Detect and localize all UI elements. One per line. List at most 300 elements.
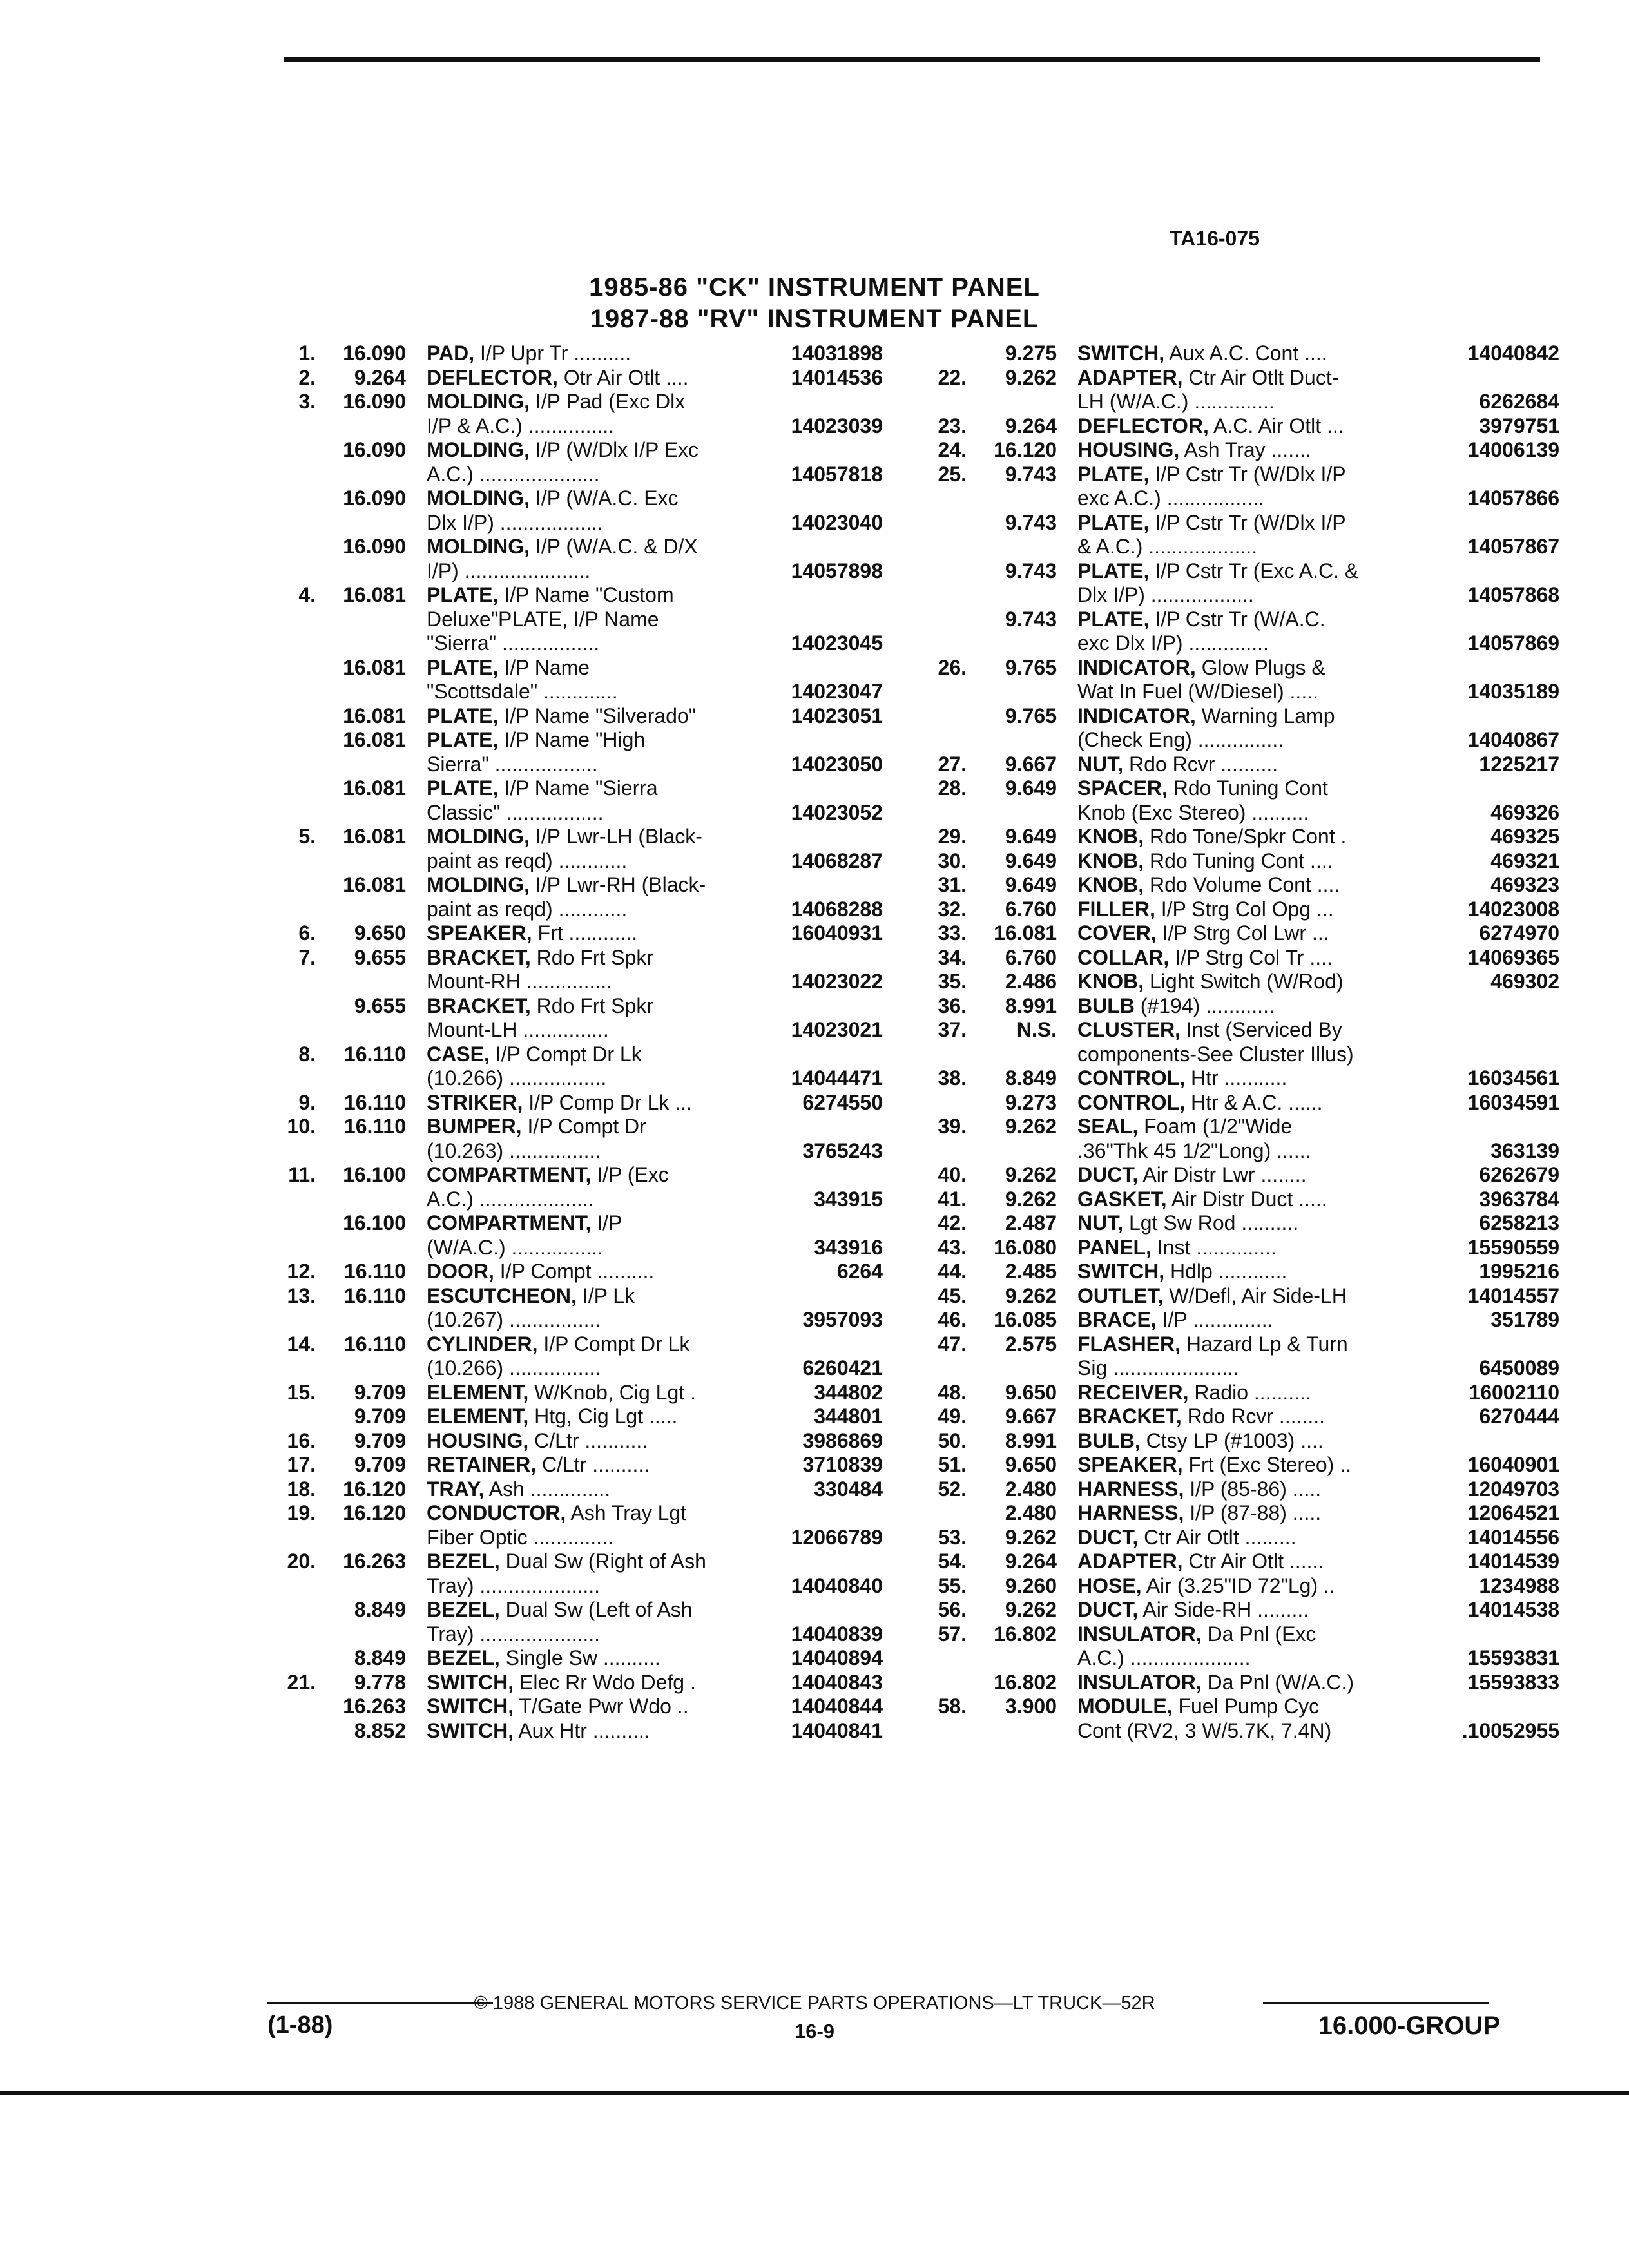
group-number	[316, 1574, 427, 1599]
part-number	[878, 438, 883, 463]
part-description	[1077, 1719, 1457, 1744]
part-description	[427, 631, 786, 656]
part-name: DUCT,	[1077, 1163, 1139, 1186]
part-number: 14057868	[1467, 583, 1559, 606]
group-number	[316, 608, 427, 632]
part-detail: (10.266) ................	[427, 1356, 601, 1379]
part-detail: paint as reqd) ............	[427, 849, 628, 872]
part-detail: Htr ...........	[1190, 1066, 1287, 1090]
part-number: 14044471	[791, 1066, 883, 1090]
part-number	[1554, 559, 1559, 584]
part-description	[1077, 1139, 1485, 1164]
part-description	[427, 898, 786, 922]
item-number: 18.	[287, 1477, 316, 1501]
group-number	[316, 1622, 427, 1647]
part-number: 3979751	[1479, 414, 1559, 437]
item-number	[264, 486, 316, 511]
item-number	[915, 1501, 967, 1526]
part-detail: A.C. Air Otlt ...	[1213, 414, 1344, 437]
parts-row	[264, 390, 883, 414]
part-description	[427, 1381, 809, 1405]
part-name: NUT,	[1077, 752, 1124, 776]
part-name: CONDUCTOR,	[427, 1501, 566, 1524]
part-number: 6274550	[802, 1090, 883, 1114]
part-detail: Rdo Frt Spkr	[536, 994, 654, 1017]
part-name: HARNESS,	[1077, 1477, 1184, 1501]
part-description	[427, 1187, 809, 1212]
footer-group: 16.000-GROUP	[1318, 2012, 1500, 2040]
part-detail: Ash Tray Lgt	[570, 1501, 687, 1524]
part-detail: I/P Lwr-LH (Black-	[535, 825, 702, 848]
group-number: 9.743	[1005, 510, 1057, 534]
part-detail: Aux A.C. Cont ....	[1169, 341, 1327, 365]
parts-row	[264, 1308, 883, 1332]
part-description	[1077, 1260, 1474, 1284]
item-number: 50.	[938, 1428, 967, 1452]
item-number: 46.	[938, 1308, 967, 1331]
part-name: KNOB,	[1077, 849, 1144, 872]
doc-code: TA16-075	[1170, 227, 1260, 250]
part-description	[1077, 1453, 1463, 1477]
group-number	[316, 414, 427, 439]
part-detail: I/P Strg Col Tr ....	[1175, 945, 1333, 969]
group-number: 16.090	[343, 486, 406, 510]
part-detail: A.C.) .....................	[427, 462, 600, 486]
item-number	[264, 849, 316, 874]
parts-row	[915, 631, 1559, 656]
group-number: 16.120	[343, 1501, 406, 1524]
part-detail: I/P (Exc	[597, 1163, 669, 1186]
part-name: NUT,	[1077, 1211, 1124, 1235]
part-description	[1077, 1043, 1554, 1067]
part-detail: C/Ltr ...........	[534, 1428, 648, 1452]
part-name: HOSE,	[1077, 1573, 1142, 1597]
parts-row	[915, 1719, 1559, 1744]
item-number: 37.	[938, 1018, 967, 1041]
part-description	[1077, 1284, 1463, 1309]
part-number	[1554, 656, 1559, 680]
part-name: CYLINDER,	[427, 1332, 538, 1356]
part-number: 14023022	[791, 970, 883, 993]
group-number	[316, 1187, 427, 1212]
part-description	[1077, 849, 1485, 874]
part-detail: Mount-RH ...............	[427, 970, 613, 993]
part-detail: Inst ..............	[1157, 1235, 1277, 1259]
part-detail: (#194) ............	[1140, 994, 1275, 1017]
part-detail: Foam (1/2"Wide	[1144, 1115, 1293, 1138]
part-name: ESCUTCHEON,	[427, 1283, 577, 1307]
part-number: 6450089	[1479, 1356, 1559, 1379]
item-number	[264, 898, 316, 922]
part-name: MOLDING,	[427, 873, 530, 896]
part-name: RECEIVER,	[1077, 1380, 1189, 1404]
part-number: 351789	[1490, 1308, 1559, 1331]
item-number: 29.	[938, 825, 967, 848]
item-number	[915, 583, 967, 608]
part-number: 6264	[836, 1260, 883, 1283]
group-number: 6.760	[1005, 897, 1057, 921]
part-description	[427, 1308, 797, 1332]
part-number	[878, 1550, 883, 1574]
item-number	[264, 608, 316, 632]
part-detail: "Sierra" .................	[427, 631, 600, 655]
part-number: 16040901	[1467, 1453, 1559, 1476]
part-detail: I/P	[597, 1211, 622, 1235]
parts-row	[264, 921, 883, 946]
part-detail: Lgt Sw Rod ..........	[1129, 1211, 1299, 1235]
parts-row	[915, 414, 1559, 439]
item-number: 56.	[938, 1598, 967, 1621]
item-number	[915, 486, 967, 511]
part-name: SPEAKER,	[427, 921, 532, 945]
part-detail: Rdo Rcvr ..........	[1129, 752, 1278, 776]
parts-row	[915, 463, 1559, 487]
item-number: 35.	[938, 970, 967, 993]
parts-row	[915, 1598, 1559, 1622]
part-number	[1554, 776, 1559, 801]
group-number: 16.110	[343, 1042, 406, 1066]
part-description	[427, 728, 878, 753]
part-detail: I/P Cstr Tr (W/Dlx I/P	[1155, 462, 1346, 486]
parts-row	[264, 898, 883, 922]
item-number: 24.	[938, 438, 967, 461]
part-number: 16040931	[791, 921, 883, 945]
item-number: 8.	[298, 1042, 316, 1066]
part-detail: "Scottsdale" .............	[427, 680, 618, 703]
part-number: 14035189	[1467, 680, 1559, 703]
part-number: 14023039	[791, 414, 883, 437]
item-number	[264, 1598, 316, 1622]
part-description	[1077, 390, 1474, 414]
parts-row	[915, 1187, 1559, 1212]
part-detail: Tray) .....................	[427, 1622, 601, 1646]
item-number	[264, 414, 316, 439]
part-name: KNOB,	[1077, 970, 1144, 993]
part-name: BUMPER,	[427, 1115, 522, 1138]
group-number	[316, 753, 427, 777]
part-detail: Dual Sw (Left of Ash	[505, 1598, 693, 1621]
part-number: 344801	[814, 1405, 883, 1428]
group-number: 16.110	[343, 1283, 406, 1307]
item-number	[915, 1671, 967, 1695]
parts-row	[915, 776, 1559, 801]
parts-row	[264, 753, 883, 777]
part-detail: Dlx I/P) ..................	[427, 510, 603, 534]
group-number	[316, 849, 427, 874]
part-description	[1077, 801, 1485, 825]
part-name: FILLER,	[1077, 897, 1155, 921]
group-number	[967, 583, 1077, 608]
item-number: 27.	[938, 752, 967, 776]
group-number: 9.667	[1005, 1405, 1057, 1428]
parts-row	[915, 921, 1559, 946]
group-number	[316, 970, 427, 994]
part-description	[1077, 463, 1554, 487]
part-number: 14023021	[791, 1018, 883, 1041]
parts-row	[264, 463, 883, 487]
part-description	[427, 1163, 878, 1187]
part-description	[1077, 608, 1554, 632]
item-number: 6.	[298, 921, 316, 945]
parts-row	[264, 1356, 883, 1381]
part-name: COLLAR,	[1077, 945, 1170, 969]
part-description	[427, 1284, 878, 1309]
part-detail: Warning Lamp	[1201, 704, 1335, 727]
item-number	[264, 631, 316, 656]
parts-row	[915, 1501, 1559, 1526]
part-description	[427, 1598, 878, 1622]
part-description	[427, 1356, 797, 1381]
item-number: 53.	[938, 1525, 967, 1549]
item-number: 51.	[938, 1453, 967, 1476]
part-name: MODULE,	[1077, 1695, 1173, 1718]
part-description	[427, 921, 786, 946]
part-name: PLATE,	[427, 776, 499, 800]
group-number: 2.487	[1005, 1211, 1057, 1235]
part-name: COVER,	[1077, 921, 1157, 945]
part-description	[427, 1236, 809, 1260]
item-number	[915, 1091, 967, 1115]
part-description	[427, 753, 786, 777]
item-number	[915, 728, 967, 753]
part-number: 1225217	[1479, 752, 1559, 776]
part-description	[1077, 1356, 1474, 1381]
part-number: 12066789	[791, 1525, 883, 1549]
item-number: 11.	[288, 1163, 316, 1186]
part-number: 15593831	[1467, 1646, 1559, 1669]
item-number	[915, 801, 967, 825]
parts-row	[264, 366, 883, 390]
part-description	[427, 1115, 878, 1139]
item-number: 17.	[287, 1453, 316, 1476]
part-detail: I/P Name "Sierra	[504, 776, 658, 800]
item-number	[264, 1139, 316, 1164]
part-number	[1554, 608, 1559, 632]
group-number	[967, 1043, 1077, 1067]
item-number	[264, 994, 316, 1019]
part-name: BEZEL,	[427, 1550, 500, 1573]
part-name: BULB	[1077, 994, 1135, 1017]
item-number: 38.	[938, 1066, 967, 1090]
group-number: 16.090	[343, 341, 406, 365]
part-number: 14040842	[1467, 341, 1559, 365]
group-number	[316, 1018, 427, 1043]
part-name: COMPARTMENT,	[427, 1163, 592, 1186]
part-name: SEAL,	[1077, 1115, 1139, 1138]
parts-row	[915, 511, 1559, 535]
part-detail: Classic" .................	[427, 800, 604, 824]
part-number	[878, 946, 883, 970]
page-title-line1: 1985-86 "CK" INSTRUMENT PANEL	[589, 273, 1040, 302]
part-detail: Ctr Air Otlt .........	[1144, 1525, 1296, 1549]
group-number	[967, 1646, 1077, 1671]
parts-row	[915, 1429, 1559, 1454]
part-detail: Frt (Exc Stereo) ..	[1188, 1453, 1351, 1476]
part-detail: Fiber Optic ..............	[427, 1525, 613, 1549]
item-number: 33.	[938, 921, 967, 945]
part-number	[1554, 994, 1559, 1019]
parts-row	[264, 776, 883, 801]
group-number	[316, 1526, 427, 1550]
group-number: 8.852	[354, 1718, 406, 1742]
part-detail: Ctr Air Otlt Duct-	[1188, 365, 1339, 389]
part-detail: I/P Lk	[582, 1283, 635, 1307]
part-number: 14040867	[1467, 728, 1559, 751]
part-name: PLATE,	[427, 583, 499, 606]
page-title-line2: 1987-88 "RV" INSTRUMENT PANEL	[590, 305, 1039, 333]
part-name: BRACKET,	[1077, 1405, 1182, 1428]
parts-row	[915, 801, 1559, 825]
item-number: 52.	[938, 1477, 967, 1501]
group-number: 16.081	[343, 873, 406, 896]
part-detail: A.C.) .....................	[1077, 1646, 1251, 1669]
parts-row	[915, 994, 1559, 1019]
part-description	[1077, 631, 1463, 656]
item-number	[915, 511, 967, 535]
part-name: PLATE,	[1077, 510, 1150, 534]
parts-row	[915, 583, 1559, 608]
item-number	[915, 1356, 967, 1381]
item-number: 3.	[298, 390, 316, 413]
part-detail: Da Pnl (Exc	[1207, 1622, 1316, 1646]
part-number: 3963784	[1479, 1187, 1559, 1211]
parts-row	[915, 1550, 1559, 1574]
item-number	[264, 1719, 316, 1744]
group-number: 9.743	[1005, 462, 1057, 486]
group-number: 2.575	[1005, 1332, 1057, 1356]
part-description	[427, 463, 786, 487]
item-number: 16.	[287, 1428, 316, 1452]
parts-row	[915, 873, 1559, 898]
item-number	[264, 704, 316, 729]
part-detail: Rdo Tone/Spkr Cont .	[1150, 825, 1347, 848]
part-number	[878, 656, 883, 680]
part-number: 12064521	[1467, 1501, 1559, 1524]
group-number: 9.264	[354, 365, 406, 389]
parts-row	[264, 656, 883, 680]
part-number: 14057869	[1467, 631, 1559, 655]
parts-row	[915, 1332, 1559, 1357]
part-name: PANEL,	[1077, 1235, 1152, 1259]
item-number	[264, 680, 316, 704]
part-number: 363139	[1490, 1139, 1559, 1162]
item-number	[915, 1139, 967, 1164]
part-detail: Htr & A.C. ......	[1190, 1090, 1323, 1114]
part-detail: exc A.C.) .................	[1077, 486, 1264, 510]
part-detail: I/P Cstr Tr (W/A.C.	[1155, 607, 1325, 631]
item-number: 57.	[938, 1622, 967, 1646]
parts-row	[915, 1043, 1559, 1067]
part-number: 14069365	[1467, 945, 1559, 969]
part-detail: Wat In Fuel (W/Diesel) .....	[1077, 680, 1318, 703]
group-number: 9.765	[1005, 704, 1057, 727]
group-number: 9.655	[354, 945, 406, 969]
part-number	[878, 390, 883, 414]
group-number	[316, 1066, 427, 1091]
parts-row	[915, 1308, 1559, 1332]
part-description	[427, 366, 786, 390]
part-detail: Mount-LH ...............	[427, 1018, 609, 1041]
part-detail: Hazard Lp & Turn	[1186, 1332, 1348, 1356]
part-detail: I/P Name "High	[504, 728, 646, 751]
item-number	[264, 1405, 316, 1429]
part-detail: I/P Cstr Tr (W/Dlx I/P	[1155, 510, 1346, 534]
part-name: MOLDING,	[427, 535, 530, 558]
part-description	[1077, 753, 1474, 777]
part-detail: I/P Name "Silverado"	[504, 704, 697, 727]
parts-row	[264, 1574, 883, 1599]
part-detail: I/P & A.C.) ...............	[427, 414, 615, 437]
item-number	[915, 1043, 967, 1067]
part-number	[878, 1115, 883, 1139]
part-name: TRAY,	[427, 1477, 485, 1501]
parts-row	[915, 1284, 1559, 1309]
part-detail: LH (W/A.C.) ..............	[1077, 390, 1275, 413]
part-description	[1077, 1501, 1463, 1526]
part-description	[1077, 1598, 1463, 1622]
item-number	[264, 1622, 316, 1647]
part-number: 6262679	[1479, 1163, 1559, 1186]
item-number	[264, 559, 316, 584]
item-number: 47.	[938, 1332, 967, 1356]
parts-row	[915, 1574, 1559, 1599]
part-name: DEFLECTOR,	[1077, 414, 1209, 437]
item-number	[915, 680, 967, 704]
group-number: 9.709	[354, 1453, 406, 1476]
item-number: 14.	[287, 1332, 316, 1356]
parts-row	[264, 608, 883, 632]
part-description	[427, 1066, 786, 1091]
part-detail: Rdo Rcvr ........	[1187, 1405, 1325, 1428]
part-number: 14023052	[791, 800, 883, 824]
part-description	[427, 1671, 786, 1695]
item-number	[264, 776, 316, 801]
top-rule	[284, 57, 1540, 62]
group-number	[967, 1356, 1077, 1381]
group-number	[316, 801, 427, 825]
item-number: 43.	[938, 1235, 967, 1259]
parts-row	[264, 535, 883, 559]
part-description	[1077, 1066, 1463, 1091]
part-description	[1077, 946, 1463, 970]
part-name: CONTROL,	[1077, 1090, 1186, 1114]
parts-row	[264, 1550, 883, 1574]
part-description	[1077, 1477, 1463, 1502]
parts-row	[264, 1405, 883, 1429]
part-number: 14023040	[791, 510, 883, 534]
group-number: 16.110	[343, 1090, 406, 1114]
parts-row	[264, 1066, 883, 1091]
part-description	[1077, 486, 1463, 511]
part-description	[427, 801, 786, 825]
parts-row	[915, 1236, 1559, 1260]
part-name: CONTROL,	[1077, 1066, 1186, 1090]
parts-row	[264, 849, 883, 874]
part-number: 6274970	[1479, 921, 1559, 945]
item-number: 54.	[938, 1550, 967, 1573]
part-description	[1077, 1115, 1554, 1139]
part-number	[1554, 1622, 1559, 1647]
part-number: 14068288	[791, 897, 883, 921]
part-name: PAD,	[427, 341, 475, 365]
group-number: 16.120	[994, 438, 1057, 461]
part-name: ADAPTER,	[1077, 1550, 1183, 1573]
part-description	[427, 414, 786, 439]
parts-row	[264, 873, 883, 898]
part-number: 14014536	[791, 365, 883, 389]
item-number: 20.	[287, 1550, 316, 1573]
part-number: 1995216	[1479, 1260, 1559, 1283]
